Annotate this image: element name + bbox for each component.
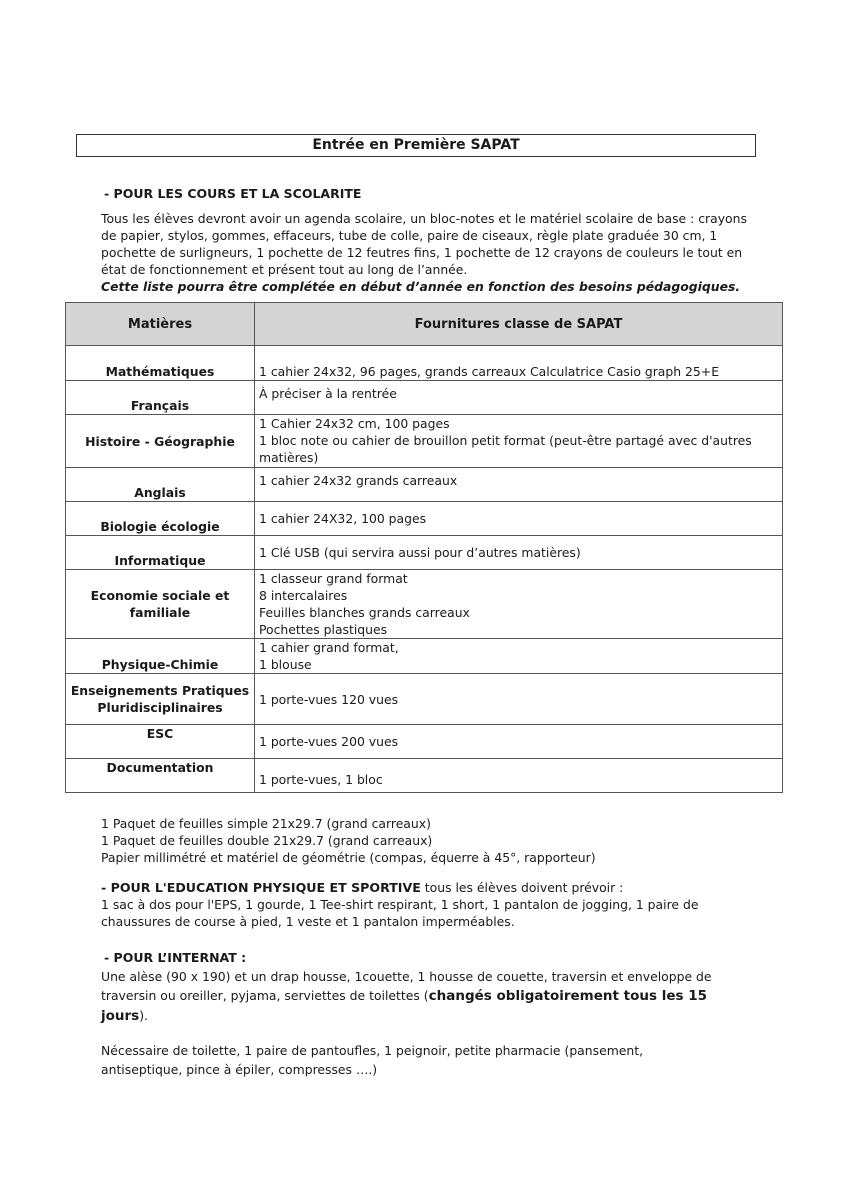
item: 1 classeur grand format (259, 571, 408, 586)
subject-cell: Histoire - Géographie (66, 415, 255, 468)
table-row (66, 536, 783, 570)
table-row (66, 674, 783, 725)
table-row (66, 570, 783, 639)
extra-item: Papier millimétré et matériel de géométrie (compas, équerre à 45°, rapporteur) (101, 850, 596, 865)
item: 1 Clé USB (qui servira aussi pour d’autres matières) (259, 545, 581, 560)
item: 1 cahier 24x32 grands carreaux (259, 473, 458, 488)
item: 1 porte-vues 200 vues (259, 734, 399, 749)
cours-line: Tous les élèves devront avoir un agenda scolaire, un bloc-notes et le matériel scolaire de base : crayons (101, 211, 747, 226)
subject-text: Economie sociale et familiale (90, 588, 230, 620)
eps-intro: tous les élèves doivent prévoir : (420, 880, 624, 895)
items-cell (255, 759, 783, 793)
item: 1 blouse (259, 657, 312, 672)
internat-text: traversin ou oreiller, pyjama, serviettes de toilettes ( (101, 988, 429, 1003)
table-header-row (66, 303, 783, 346)
eps-line: 1 sac à dos pour l'EPS, 1 gourde, 1 Tee-shirt respirant, 1 short, 1 pantalon de jogging, 1 paire de (101, 897, 699, 912)
item: 1 porte-vues 120 vues (259, 691, 399, 707)
subject-cell: Informatique (66, 536, 255, 570)
table-row (66, 759, 783, 793)
extra-item: 1 Paquet de feuilles double 21x29.7 (grand carreaux) (101, 833, 433, 848)
internat-text: ). (139, 1008, 148, 1023)
table-row (66, 725, 783, 759)
item: 1 cahier grand format, (259, 640, 399, 655)
item: 1 porte-vues, 1 bloc (259, 772, 383, 787)
internat-heading: - POUR L’INTERNAT : (104, 950, 247, 965)
subject-cell (66, 570, 255, 639)
item: 1 bloc note ou cahier de brouillon petit format (peut-être partagé avec d'autres (259, 433, 752, 448)
supplies-table (65, 302, 783, 793)
internat-line: Une alèse (90 x 190) et un drap housse, 1couette, 1 housse de couette, traversin et enveloppe de (101, 969, 712, 984)
subject-cell: Documentation (66, 759, 255, 793)
extra-list (101, 815, 753, 866)
item: À préciser à la rentrée (259, 386, 397, 401)
cours-paragraph (101, 210, 753, 295)
items-cell (255, 468, 783, 502)
table-row (66, 346, 783, 381)
table-row (66, 381, 783, 415)
table-row (66, 415, 783, 468)
item: 1 Cahier 24x32 cm, 100 pages (259, 416, 450, 431)
items-cell (255, 381, 783, 415)
cours-line: pochette de surligneurs, 1 pochette de 12 feutres fins, 1 pochette de 12 crayons de couleurs le tout en (101, 245, 743, 260)
header-fournitures: Fournitures classe de SAPAT (255, 303, 783, 346)
internat-line: antiseptique, pince à épiler, compresses ….) (101, 1062, 378, 1077)
item: 1 cahier 24x32, 96 pages, grands carreaux Calculatrice Casio graph 25+E (259, 364, 720, 379)
cours-line: de papier, stylos, gommes, effaceurs, tube de colle, paire de ciseaux, règle plate graduée 30 cm, 1 (101, 228, 718, 243)
table-row (66, 468, 783, 502)
item: Pochettes plastiques (259, 622, 388, 637)
subject-cell: Physique-Chimie (66, 639, 255, 674)
subject-cell: Biologie écologie (66, 502, 255, 536)
items-cell (255, 415, 783, 468)
page-title: Entrée en Première SAPAT (76, 134, 756, 157)
table-row (66, 639, 783, 674)
eps-line: chaussures de course à pied, 1 veste et 1 pantalon imperméables. (101, 914, 515, 929)
eps-section (101, 879, 753, 930)
items-cell (255, 536, 783, 570)
internat-section (101, 967, 753, 1079)
subject-cell: Mathématiques (66, 346, 255, 381)
cours-heading: - POUR LES COURS ET LA SCOLARITE (104, 186, 362, 201)
item: Feuilles blanches grands carreaux (259, 605, 470, 620)
subject-cell: Français (66, 381, 255, 415)
items-cell (255, 502, 783, 536)
items-cell (255, 570, 783, 639)
subject-cell: Enseignements Pratiques Pluridisciplinaires (66, 674, 255, 725)
item: matières) (259, 450, 319, 465)
item: 1 cahier 24X32, 100 pages (259, 511, 427, 526)
items-cell (255, 725, 783, 759)
extra-item: 1 Paquet de feuilles simple 21x29.7 (grand carreaux) (101, 816, 431, 831)
internat-line (101, 986, 753, 1026)
eps-heading-line (101, 879, 753, 896)
internat-line: Nécessaire de toilette, 1 paire de pantoufles, 1 peignoir, petite pharmacie (pansement, (101, 1043, 644, 1058)
cours-note: Cette liste pourra être complétée en début d’année en fonction des besoins pédagogiques. (101, 279, 741, 294)
internat-emphasis: changés obligatoirement tous les 15 jours (101, 988, 708, 1024)
item: 8 intercalaires (259, 588, 348, 603)
table-row (66, 502, 783, 536)
subject-cell: Anglais (66, 468, 255, 502)
items-cell (255, 674, 783, 725)
subject-cell: ESC (66, 725, 255, 759)
eps-heading: - POUR L'EDUCATION PHYSIQUE ET SPORTIVE (101, 880, 421, 895)
header-matieres: Matières (66, 303, 255, 346)
cours-line: état de fonctionnement et présent tout au long de l’année. (101, 262, 468, 277)
items-cell (255, 639, 783, 674)
items-cell (255, 346, 783, 381)
